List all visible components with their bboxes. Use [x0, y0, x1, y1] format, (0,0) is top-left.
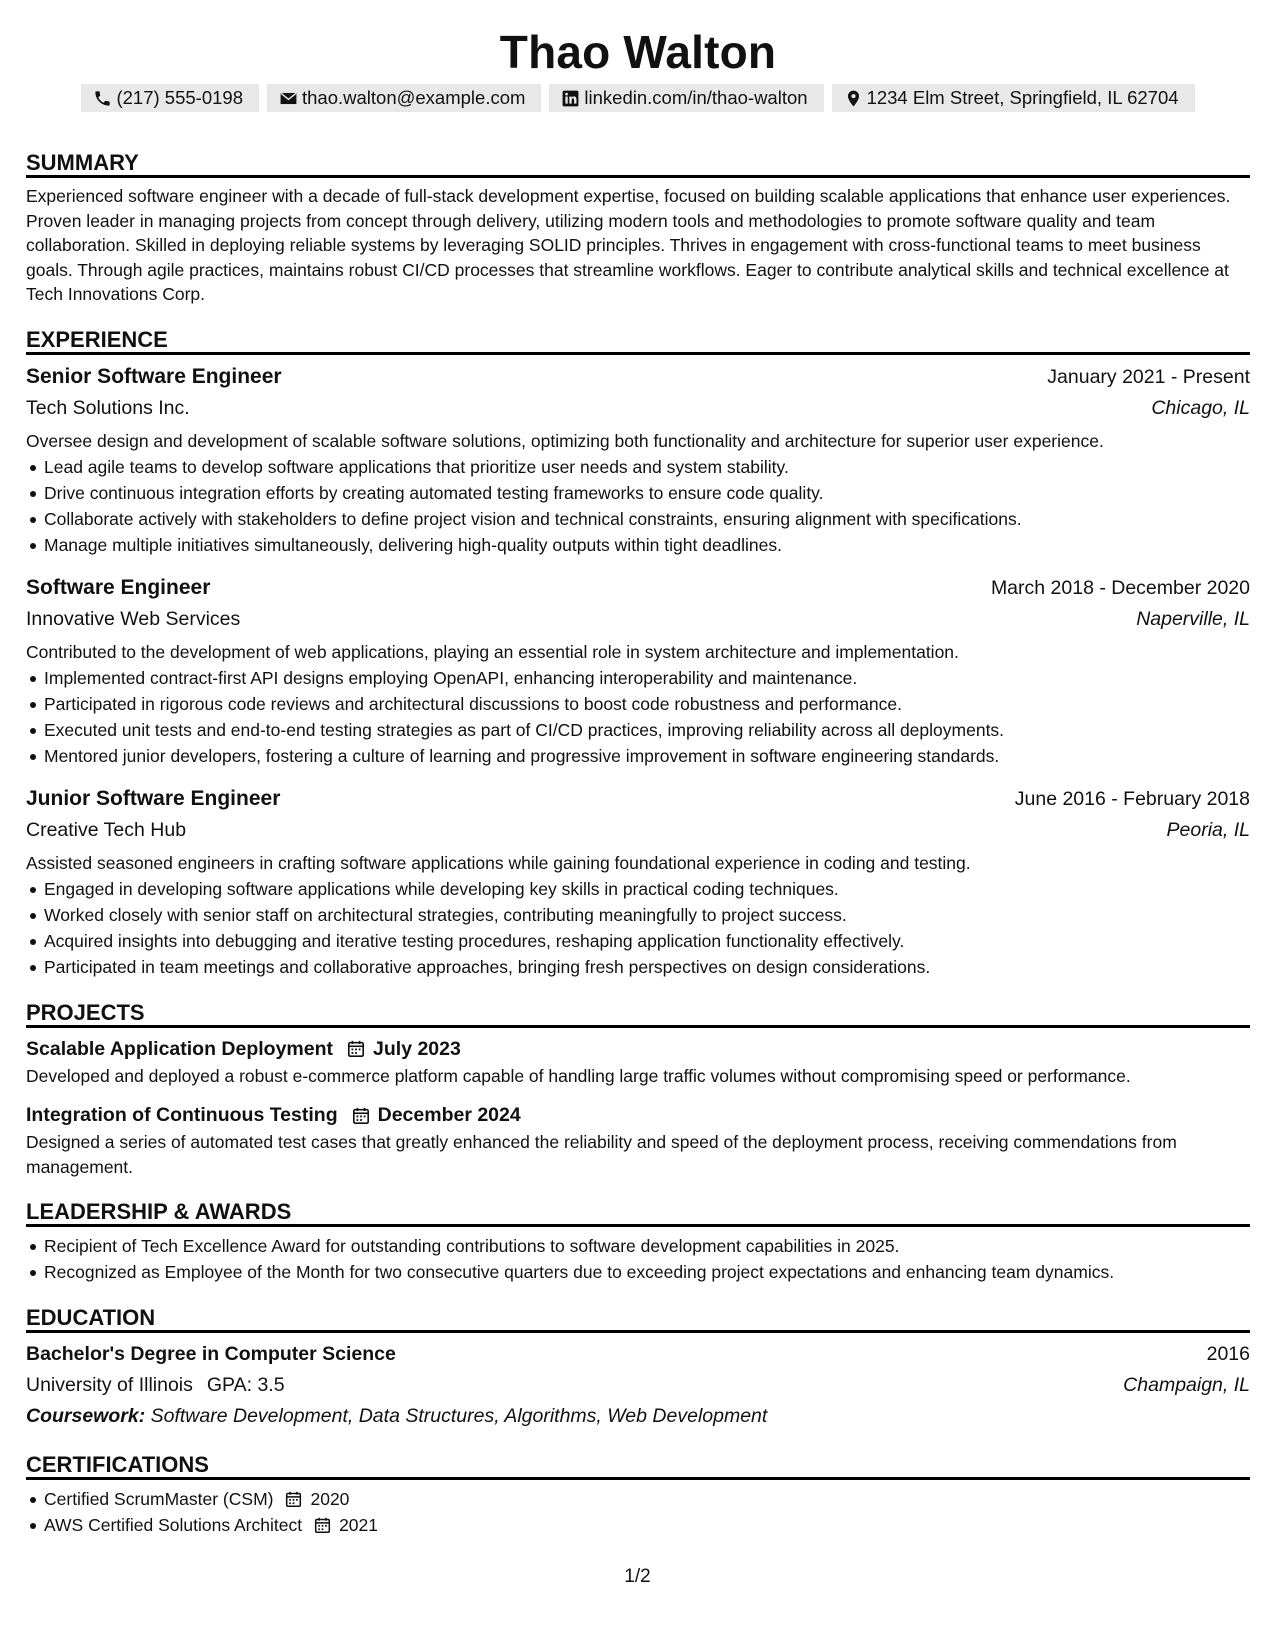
contact-phone-text: (217) 555-0198 — [116, 87, 243, 108]
calendar-icon — [314, 1516, 331, 1534]
calendar-icon — [352, 1106, 370, 1125]
linkedin-icon — [561, 89, 580, 108]
contact-linkedin-text: linkedin.com/in/thao-walton — [584, 87, 808, 108]
job-bullet: Participated in team meetings and collaborative approaches, bringing fresh perspectives on design considerations. — [26, 954, 1250, 980]
job-dates: June 2016 - February 2018 — [1014, 787, 1250, 810]
job-location: Naperville, IL — [1136, 607, 1250, 630]
education-school-line — [26, 1370, 285, 1401]
education-year: 2016 — [1206, 1343, 1250, 1365]
certification-item — [26, 1486, 1250, 1512]
experience-heading: EXPERIENCE — [26, 325, 1250, 355]
certification-year: 2020 — [310, 1489, 350, 1509]
job-bullets — [26, 454, 1250, 558]
phone-icon — [93, 89, 112, 108]
job-bullet: Implemented contract-first API designs employing OpenAPI, enhancing interoperability and maintenance. — [26, 665, 1250, 691]
job-entry — [26, 783, 1250, 980]
project-date: December 2024 — [377, 1104, 521, 1126]
resume-page — [26, 0, 1250, 1538]
job-bullet: Acquired insights into debugging and iterative testing procedures, reshaping application functionality effectively. — [26, 928, 1250, 954]
education-school: University of Illinois — [26, 1374, 193, 1396]
job-entry — [26, 361, 1250, 558]
job-role: Senior Software Engineer — [26, 364, 282, 388]
education-heading: EDUCATION — [26, 1303, 1250, 1333]
job-bullet: Lead agile teams to develop software applications that prioritize user needs and system stability. — [26, 454, 1250, 480]
project-date: July 2023 — [373, 1037, 461, 1060]
education-gpa: GPA: 3.5 — [206, 1374, 285, 1396]
leadership-item: Recipient of Tech Excellence Award for outstanding contributions to software development capabilities in 2025. — [26, 1233, 1250, 1259]
leadership-list — [26, 1233, 1250, 1285]
certification-item — [26, 1512, 1250, 1538]
job-description: Contributed to the development of web applications, playing an essential role in system architecture and implementation. — [26, 641, 959, 662]
contact-email-text: thao.walton@example.com — [301, 87, 526, 108]
coursework-label: Coursework: — [26, 1405, 146, 1427]
summary-text: Experienced software engineer with a decade of full-stack development expertise, focused on building scalable applications that enhance user experiences. Proven leader in managing projects from concept through delivery, utilizing modern tools and methodologies to promote software quality and team collaboration. Skilled in deploying reliable systems by leveraging SOLID principles. Thrives in engagement with cross-functional teams to meet business goals. Through agile practices, maintains robust CI/CD processes that streamline workflows. Eager to contribute analytical skills and technical excellence at Tech Innovations Corp. — [26, 186, 1231, 304]
job-company: Innovative Web Services — [26, 607, 241, 630]
education-section — [26, 1303, 1250, 1432]
map-pin-icon — [844, 89, 863, 108]
certification-year: 2021 — [339, 1515, 379, 1535]
projects-section — [26, 998, 1250, 1180]
job-role: Software Engineer — [26, 575, 211, 599]
certifications-heading: CERTIFICATIONS — [26, 1450, 1250, 1480]
candidate-name: Thao Walton — [499, 26, 777, 78]
contact-email[interactable] — [267, 84, 541, 112]
job-bullet: Mentored junior developers, fostering a culture of learning and progressive improvement in software engineering standards. — [26, 743, 1250, 769]
experience-section — [26, 325, 1250, 980]
job-bullet: Engaged in developing software applications while developing key skills in practical coding techniques. — [26, 876, 1250, 902]
education-degree: Bachelor's Degree in Computer Science — [26, 1343, 396, 1365]
summary-section — [26, 148, 1250, 307]
job-description: Assisted seasoned engineers in crafting software applications while gaining foundational experience in coding and testing. — [26, 852, 971, 873]
project-name: Scalable Application Deployment — [26, 1037, 334, 1060]
job-dates: January 2021 - Present — [1047, 365, 1250, 388]
project-description: Developed and deployed a robust e-commerce platform capable of handling large traffic volumes without compromising speed or performance. — [26, 1065, 1131, 1086]
job-dates: March 2018 - December 2020 — [990, 576, 1250, 599]
project-description: Designed a series of automated test cases that greatly enhanced the reliability and speed of the deployment process, receiving commendations from management. — [26, 1132, 1177, 1177]
job-company: Tech Solutions Inc. — [26, 396, 190, 419]
leadership-section — [26, 1197, 1250, 1285]
certification-name: AWS Certified Solutions Architect — [44, 1515, 303, 1535]
job-location: Chicago, IL — [1151, 396, 1250, 419]
envelope-icon — [279, 89, 298, 108]
job-bullet: Drive continuous integration efforts by creating automated testing frameworks to ensure code quality. — [26, 480, 1250, 506]
certifications-list — [26, 1486, 1250, 1538]
projects-heading: PROJECTS — [26, 998, 1250, 1028]
job-description: Oversee design and development of scalable software solutions, optimizing both functionality and architecture for superior user experience. — [26, 430, 1104, 451]
certifications-section — [26, 1450, 1250, 1538]
contact-linkedin[interactable] — [549, 84, 823, 112]
calendar-icon — [347, 1039, 365, 1058]
contact-phone — [81, 84, 259, 112]
job-location: Peoria, IL — [1166, 818, 1250, 841]
job-bullet: Executed unit tests and end-to-end testing strategies as part of CI/CD practices, improving reliability across all deployments. — [26, 717, 1250, 743]
job-bullets — [26, 876, 1250, 980]
education-location: Champaign, IL — [1123, 1374, 1250, 1396]
job-bullet: Collaborate actively with stakeholders to define project vision and technical constraints, ensuring alignment with specifications. — [26, 506, 1250, 532]
contact-address — [832, 84, 1195, 112]
contact-address-text: 1234 Elm Street, Springfield, IL 62704 — [866, 87, 1179, 108]
leadership-item: Recognized as Employee of the Month for two consecutive quarters due to exceeding project expectations and enhancing team dynamics. — [26, 1259, 1250, 1285]
summary-heading: SUMMARY — [26, 148, 1250, 178]
leadership-heading: LEADERSHIP & AWARDS — [26, 1197, 1250, 1227]
certification-name: Certified ScrumMaster (CSM) — [44, 1489, 274, 1509]
education-coursework — [26, 1401, 1250, 1432]
job-bullet: Participated in rigorous code reviews and architectural discussions to boost code robustness and performance. — [26, 691, 1250, 717]
job-bullets — [26, 665, 1250, 769]
project-entry — [26, 1100, 1250, 1179]
project-entry — [26, 1034, 1250, 1089]
page-number: 1/2 — [624, 1566, 651, 1587]
job-company: Creative Tech Hub — [26, 818, 187, 841]
calendar-icon — [285, 1490, 302, 1508]
job-entry — [26, 572, 1250, 769]
contact-bar — [26, 84, 1250, 112]
job-bullet: Worked closely with senior staff on architectural strategies, contributing meaningfully to project success. — [26, 902, 1250, 928]
job-role: Junior Software Engineer — [26, 786, 281, 810]
job-bullet: Manage multiple initiatives simultaneously, delivering high-quality outputs within tight deadlines. — [26, 532, 1250, 558]
project-name: Integration of Continuous Testing — [26, 1104, 338, 1126]
coursework-list: Software Development, Data Structures, Algorithms, Web Development — [150, 1405, 768, 1427]
